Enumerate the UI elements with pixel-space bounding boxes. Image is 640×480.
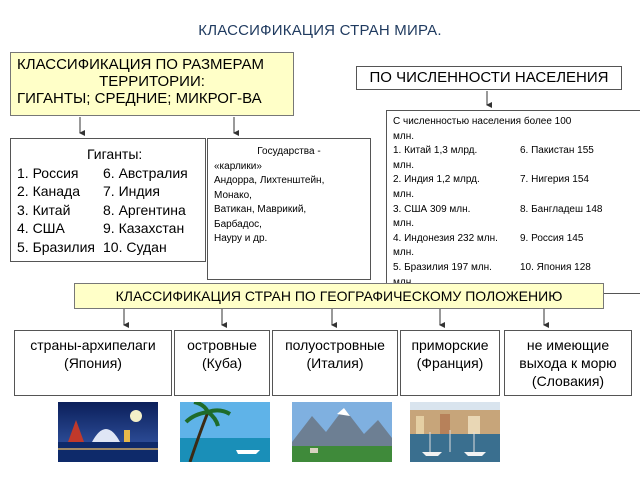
giants-row: 3. Китай 8. Аргентина [17,201,186,218]
giants-row: 4. США 9. Казахстан [17,220,185,236]
category-landlocked: не имеющие выхода к морю (Словакия) [504,330,632,396]
population-row: 1. Китай 1,3 млрд. 6. Пакистан 155 [393,145,594,157]
population-row: 4. Индонезия 232 млн. 9. Россия 145 [393,232,584,244]
size-box-line-2: ТЕРРИТОРИИ: [99,73,205,90]
category-island: островные (Куба) [174,330,270,396]
giants-row: 2. Канада 7. Индия [17,183,160,199]
population-unit: млн. [393,218,415,230]
giants-row: 1. Россия 6. Австралия [17,164,188,181]
category-archipelago: страны-архипелаги (Япония) [14,330,172,396]
island-photo [180,402,270,462]
population-row: 5. Бразилия 197 млн. 10. Япония 128 [393,261,591,273]
population-row: 2. Индия 1,2 млрд. 7. Нигерия 154 [393,174,589,186]
population-intro: млн. [393,130,415,142]
dwarf-states-line: Ватикан, Маврикий, [214,204,307,215]
size-box-line-1: КЛАССИФИКАЦИЯ ПО РАЗМЕРАМ [17,56,265,73]
giants-header: Гиганты: [87,146,143,162]
dwarf-states-line: Андорра, Лихтенштейн, [214,175,325,186]
population-unit: млн. [393,247,415,259]
population-unit: млн. [393,159,415,171]
category-peninsular: полуостровные (Италия) [272,330,398,396]
dwarf-states-line: Барбадос, [214,218,262,230]
dwarf-states-line: Науру и др. [214,233,268,244]
dwarf-states-header: Государства - [257,146,321,157]
giants-row: 5. Бразилия 10. Судан [17,238,167,255]
peninsular-photo [292,402,392,462]
page-title: КЛАССИФИКАЦИЯ СТРАН МИРА. [198,22,442,39]
population-classification-box: ПО ЧИСЛЕННОСТИ НАСЕЛЕНИЯ [356,66,622,90]
dwarf-states-line: Монако, [214,189,252,201]
population-intro: С численностью населения более 100 [393,116,572,127]
size-box-line-3: ГИГАНТЫ; СРЕДНИЕ; МИКРОГ-ВА [17,90,262,107]
population-row: 3. США 309 млн. 8. Бангладеш 148 [393,203,603,215]
population-unit: млн. [393,188,415,200]
geographic-classification-box: КЛАССИФИКАЦИЯ СТРАН ПО ГЕОГРАФИЧЕСКОМУ ПОЛОЖЕНИЮ [74,283,604,309]
coastal-photo [410,402,500,462]
archipelago-photo [58,402,158,462]
dwarf-states-line: «карлики» [214,160,262,172]
category-coastal: приморские (Франция) [400,330,500,396]
